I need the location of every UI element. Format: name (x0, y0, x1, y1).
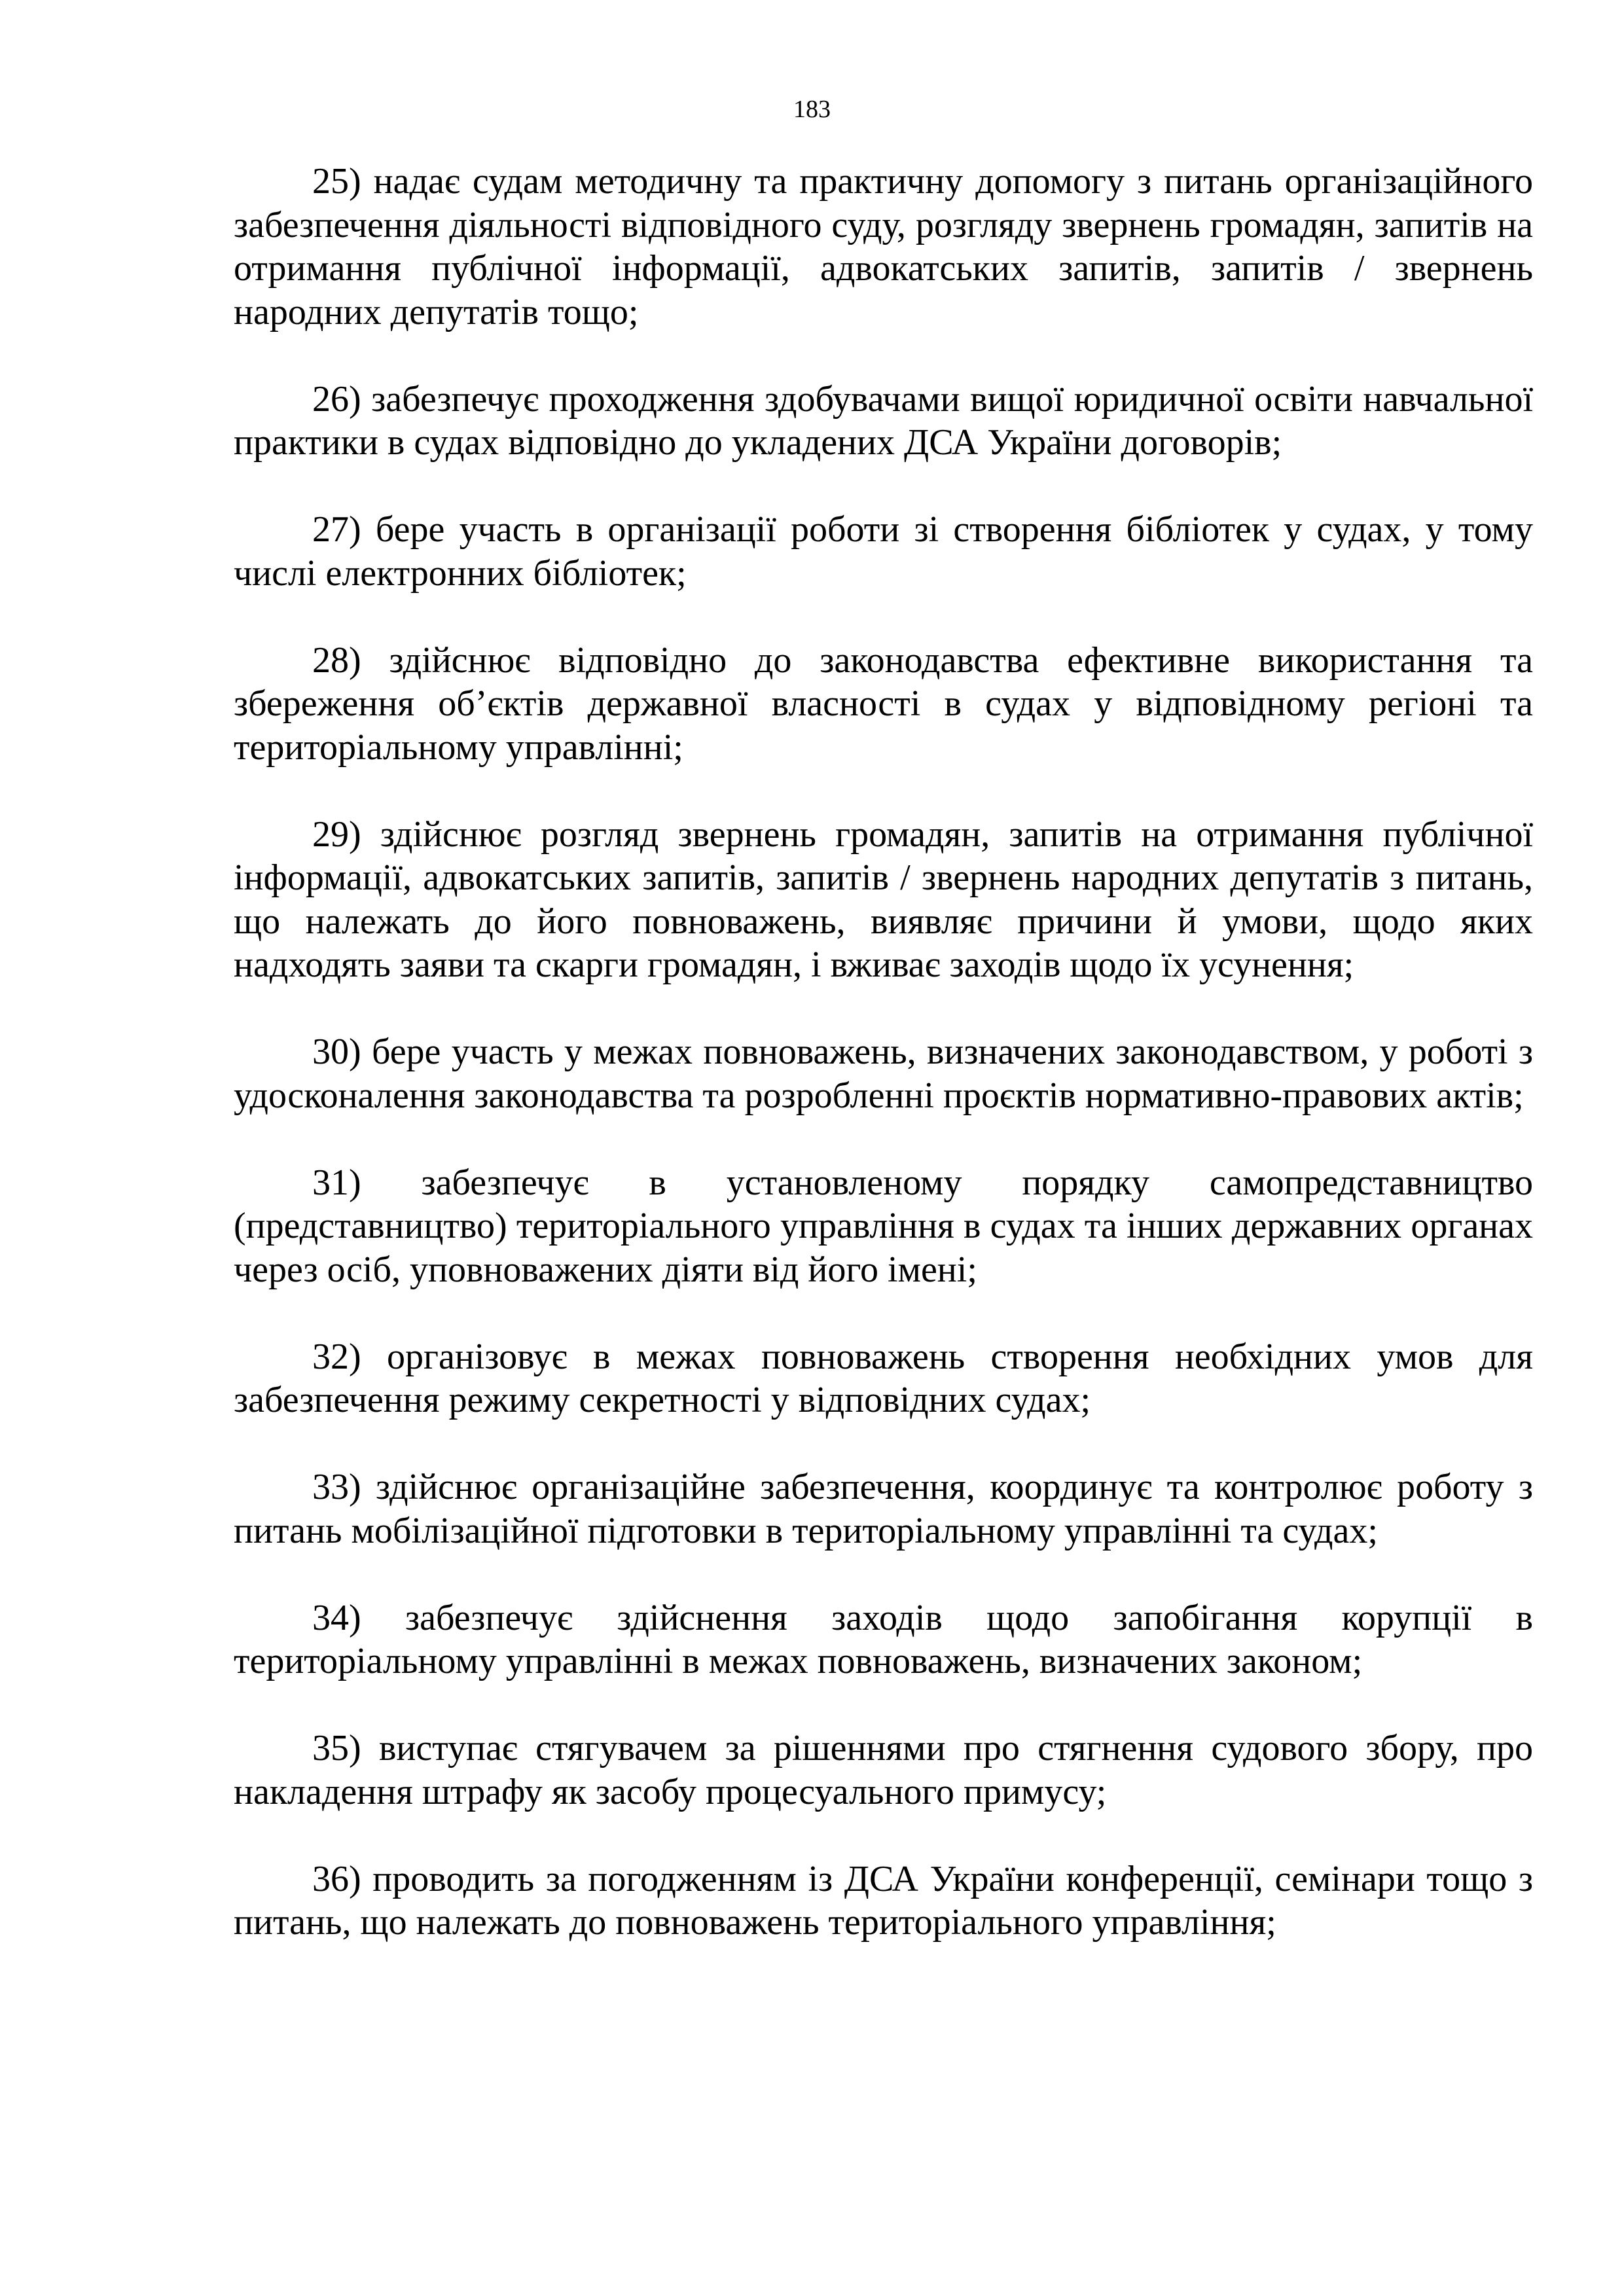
list-item-27: 27) бере участь в організації роботи зі створення бібліотек у судах, у тому числі електронних бібліотек; (234, 509, 1533, 594)
list-item-25: 25) надає судам методичну та практичну допомогу з питань організаційного забезпечення діяльності відповідного суду, розгляду звернень громадян, запитів на отримання публічної інформації, адвокатських запитів, запитів / звернень народних депутатів тощо; (234, 161, 1533, 332)
list-item-33: 33) здійснює організаційне забезпечення, координує та контролює роботу з питань мобілізаційної підготовки в територіальному управлінні та судах; (234, 1467, 1533, 1551)
list-item-29: 29) здійснює розгляд звернень громадян, запитів на отримання публічної інформації, адвокатських запитів, запитів / звернень народних депутатів з питань, що належать до його повноважень, виявляє причини й умови, щодо яких надходять заяви та скарги громадян, і вживає заходів щодо їх усунення; (234, 814, 1533, 985)
list-item-30: 30) бере участь у межах повноважень, визначених законодавством, у роботі з удосконалення законодавства та розробленні проєктів нормативно-правових актів; (234, 1031, 1533, 1116)
page-number: 183 (793, 96, 831, 123)
list-item-28: 28) здійснює відповідно до законодавства ефективне використання та збереження об’єктів державної власності в судах у відповідному регіоні та територіальному управлінні; (234, 639, 1533, 768)
document-body (234, 160, 1533, 1945)
list-item-36: 36) проводить за погодженням із ДСА України конференції, семінари тощо з питань, що належать до повноважень територіального управління; (234, 1858, 1533, 1943)
list-item-32: 32) організовує в межах повноважень створення необхідних умов для забезпечення режиму секретності у відповідних судах; (234, 1336, 1533, 1420)
list-item-34: 34) забезпечує здійснення заходів щодо запобігання корупції в територіальному управлінні в межах повноважень, визначених законом; (234, 1597, 1533, 1681)
list-item-26: 26) забезпечує проходження здобувачами вищої юридичної освіти навчальної практики в судах відповідно до укладених ДСА України договорів; (234, 378, 1533, 463)
list-item-35: 35) виступає стягувачем за рішеннями про стягнення судового збору, про накладення штрафу як засобу процесуального примусу; (234, 1728, 1533, 1812)
list-item-31: 31) забезпечує в установленому порядку самопредставництво (представництво) територіального управління в судах та інших державних органах через осіб, уповноважених діяти від його імені; (234, 1162, 1533, 1290)
